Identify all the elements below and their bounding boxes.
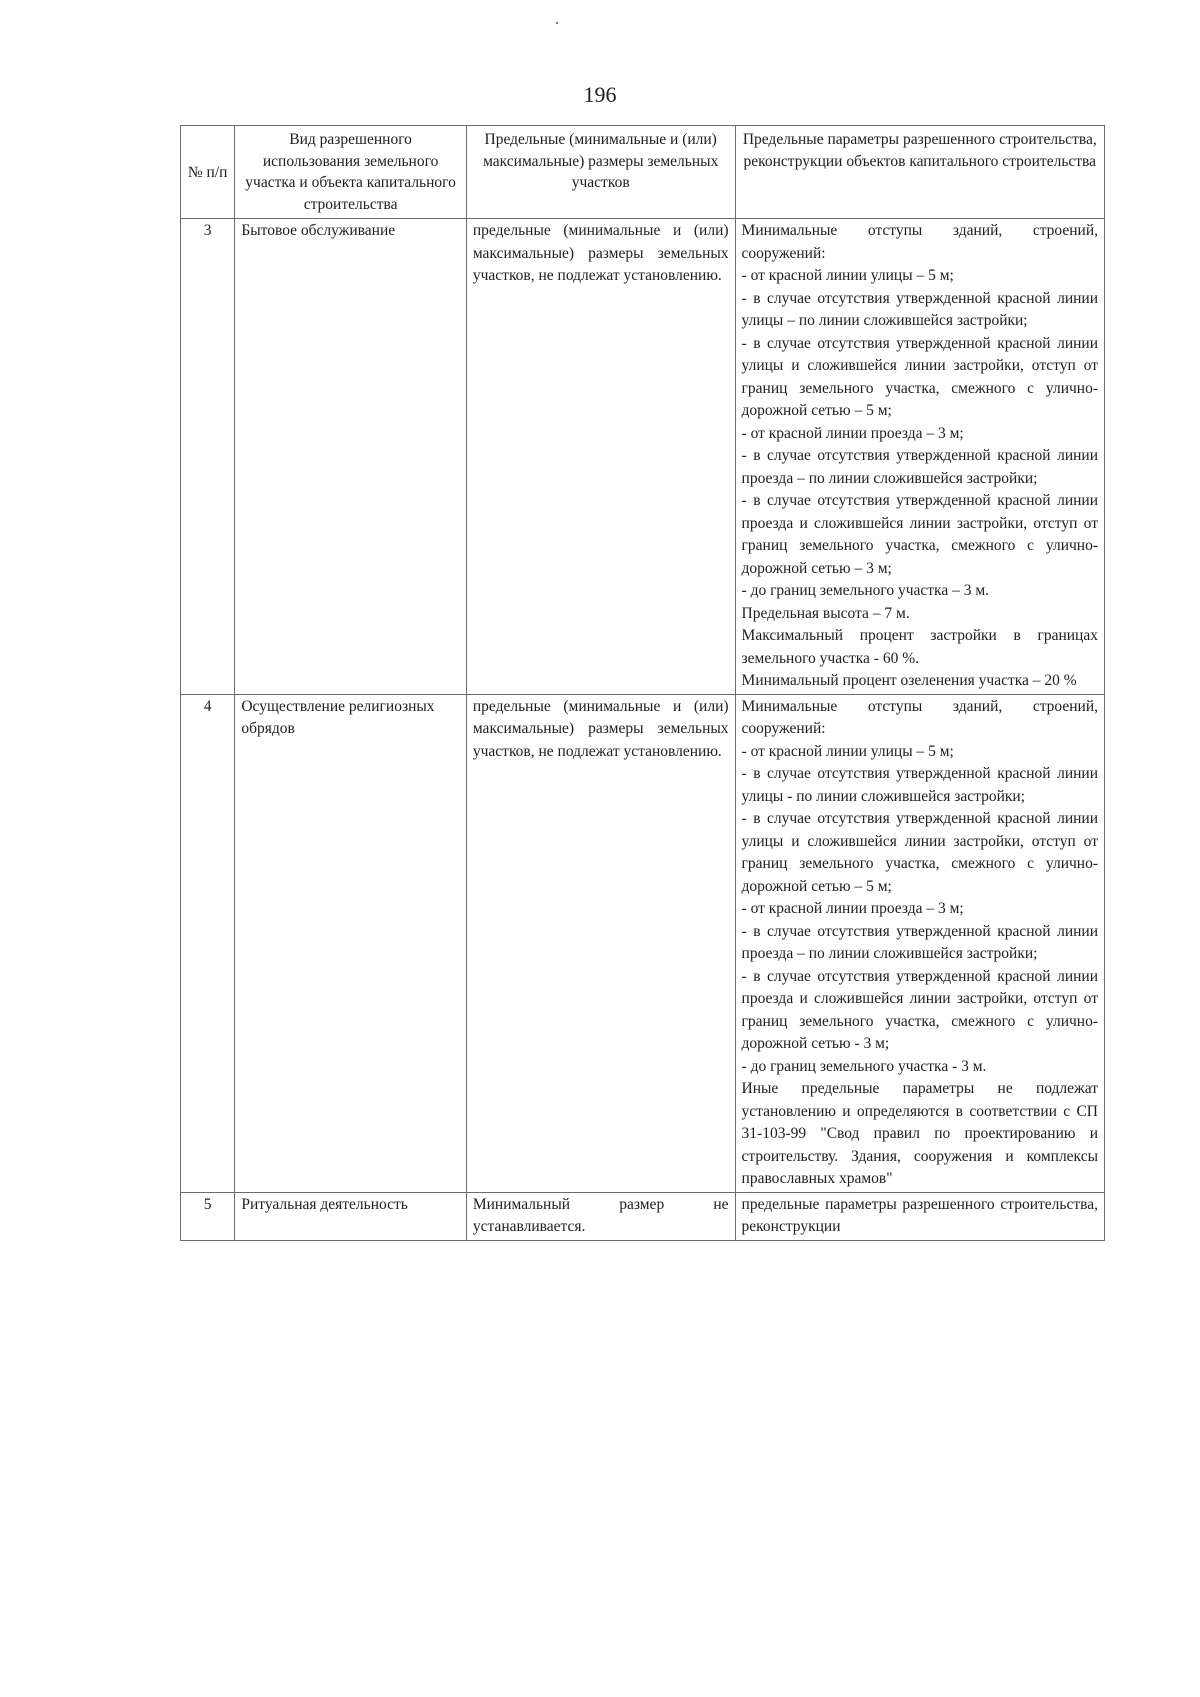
parameter-line: - до границ земельного участка – 3 м. [741, 582, 990, 599]
parameter-line: - в случае отсутствия утвержденной красной линии улицы – по линии сложившейся застройки; [741, 289, 1098, 329]
row-number: 4 [181, 694, 235, 1192]
row-use-type: Ритуальная деятельность [235, 1192, 467, 1240]
row-plot-size: предельные (минимальные и (или) максимальные) размеры земельных участков, не подлежат установлению. [466, 219, 735, 695]
parameter-line: Иные предельные параметры не подлежат установлению и определяются в соответствии с СП 31-103-99 "Свод правил по проектированию и строительству. Здания, сооружения и комплексы православных храмов" [741, 1080, 1098, 1187]
row-plot-size: Минимальный размер не устанавливается. [466, 1192, 735, 1240]
header-use-type: Вид разрешенного использования земельного участка и объекта капитального строительства [235, 126, 467, 219]
parameter-line: - от красной линии проезда – 3 м; [741, 424, 964, 442]
parameter-line: - в случае отсутствия утвержденной красной линии проезда – по линии сложившейся застройки; [741, 922, 1098, 962]
parameter-line: - в случае отсутствия утвержденной красной линии улицы и сложившейся линии застройки, отступ от границ земельного участка, смежного с улично-дорожной сетью – 5 м; [741, 334, 1098, 419]
parameter-line: - в случае отсутствия утвержденной красной линии улицы - по линии сложившейся застройки; [741, 765, 1098, 805]
header-building-parameters: Предельные параметры разрешенного строительства, реконструкции объектов капитального строительства [735, 126, 1104, 219]
row-number: 3 [181, 219, 235, 695]
header-plot-size: Предельные (минимальные и (или) максимальные) размеры земельных участков [466, 126, 735, 219]
parameter-line: - в случае отсутствия утвержденной красной линии проезда – по линии сложившейся застройки; [741, 447, 1098, 487]
row-plot-size: предельные (минимальные и (или) максимальные) размеры земельных участков, не подлежат установлению. [466, 694, 735, 1192]
zoning-table [180, 125, 1105, 1241]
header-number: № п/п [181, 126, 235, 219]
table-row [181, 694, 1105, 1192]
table-row [181, 1192, 1105, 1240]
row-parameters [735, 694, 1104, 1192]
scan-speck [556, 22, 558, 24]
table-row [181, 219, 1105, 695]
parameter-line: - от красной линии улицы – 5 м; [741, 267, 954, 284]
row-use-type: Осуществление религиозных обрядов [235, 694, 467, 1192]
parameter-line: - от красной линии улицы – 5 м; [741, 742, 954, 760]
parameter-line: - в случае отсутствия утвержденной красной линии проезда и сложившейся линии застройки, отступ от границ земельного участка, смежного с улично-дорожной сетью – 3 м; [741, 492, 1098, 577]
row-number: 5 [181, 1192, 235, 1240]
parameter-line: Минимальный процент озеленения участка – 20 % [741, 672, 1077, 689]
table-header-row [181, 126, 1105, 219]
parameter-line: предельные параметры разрешенного строительства, реконструкции [741, 1195, 1098, 1235]
parameter-line: - в случае отсутствия утвержденной красной линии улицы и сложившейся линии застройки, отступ от границ земельного участка, смежного с улично-дорожной сетью – 5 м; [741, 810, 1098, 895]
row-parameters [735, 1192, 1104, 1240]
row-parameters [735, 219, 1104, 695]
parameter-line: - от красной линии проезда – 3 м; [741, 900, 964, 917]
parameter-line: Минимальные отступы зданий, строений, сооружений: [741, 697, 1098, 737]
parameter-line: Минимальные отступы зданий, строений, сооружений: [741, 222, 1098, 262]
parameter-line: - в случае отсутствия утвержденной красной линии проезда и сложившейся линии застройки, отступ от границ земельного участка, смежного с улично-дорожной сетью - 3 м; [741, 967, 1098, 1052]
parameter-line: Максимальный процент застройки в границах земельного участка - 60 %. [741, 627, 1098, 667]
parameter-line: - до границ земельного участка - 3 м. [741, 1057, 987, 1075]
row-use-type: Бытовое обслуживание [235, 219, 467, 695]
page-number: 196 [583, 82, 617, 107]
parameter-line: Предельная высота – 7 м. [741, 604, 910, 622]
